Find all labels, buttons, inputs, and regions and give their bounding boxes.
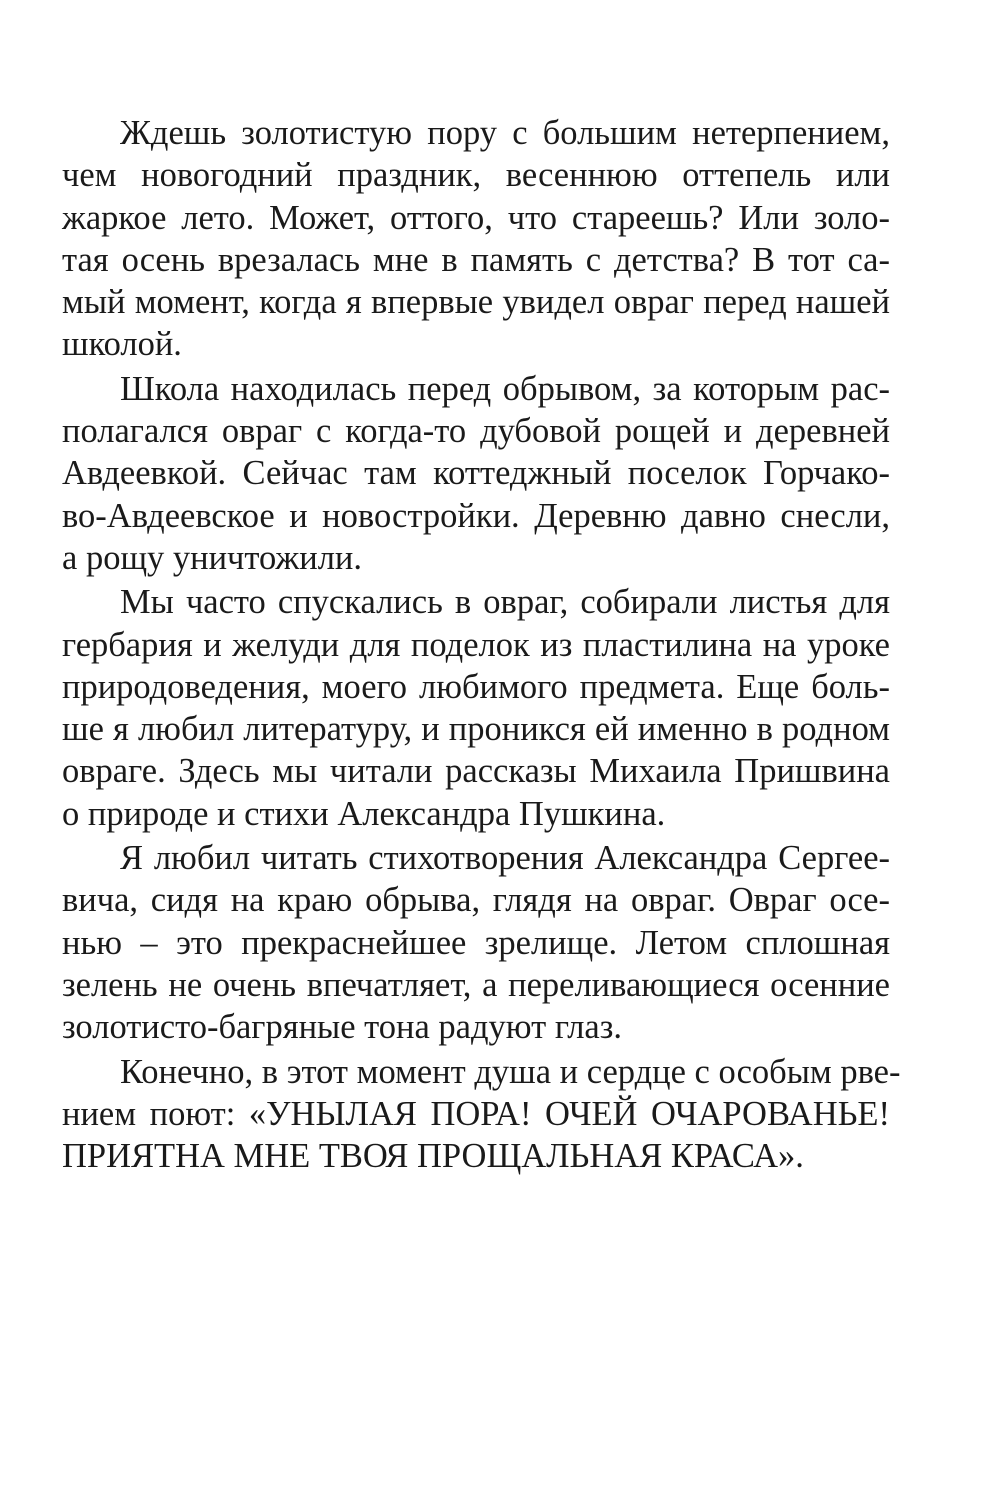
text-line: овраге. Здесь мы читали рассказы Михаила Пришвина <box>62 752 890 791</box>
paragraph <box>62 368 890 579</box>
text-line: школой. <box>62 325 182 364</box>
paragraph <box>62 112 890 366</box>
body-text <box>62 112 901 1177</box>
text-line: Я любил читать стихотворения Александра Сергее- <box>120 839 890 878</box>
text-line: жаркое лето. Может, оттого, что стареешь? Или золо- <box>62 198 890 237</box>
text-line: Конечно, в этот момент душа и сердце с особым рве- <box>120 1052 901 1091</box>
text-line: ПРИЯТНА МНЕ ТВОЯ ПРОЩАЛЬНАЯ КРАСА». <box>62 1137 804 1176</box>
text-line: нием поют: «УНЫЛАЯ ПОРА! ОЧЕЙ ОЧАРОВАНЬЕ! <box>62 1094 890 1133</box>
text-line: Ждешь золотистую пору с большим нетерпением, <box>120 114 890 152</box>
text-line: вича, сидя на краю обрыва, глядя на овраг. Овраг осе- <box>62 881 890 920</box>
text-line: во-Авдеевское и новостройки. Деревню давно снесли, <box>62 496 890 535</box>
text-line: ше я любил литературу, и проникся ей именно в родном <box>62 710 890 749</box>
text-line: полагался овраг с когда-то дубовой рощей и деревней <box>62 412 890 451</box>
text-line: гербария и желуди для поделок из пластилина на уроке <box>62 625 890 664</box>
text-line: а рощу уничтожили. <box>62 538 363 577</box>
text-line: нью – это прекраснейшее зрелище. Летом сплошная <box>62 923 890 962</box>
paragraph <box>62 581 890 835</box>
text-line: золотисто-багряные тона радуют глаз. <box>62 1008 623 1047</box>
paragraph <box>62 1051 901 1178</box>
text-line: мый момент, когда я впервые увидел овраг перед нашей <box>62 283 890 322</box>
text-line: чем новогодний праздник, весеннюю оттепель или <box>62 156 890 195</box>
text-line: Мы часто спускались в овраг, собирали листья для <box>120 583 890 622</box>
text-line: зелень не очень впечатляет, а переливающиеся осенние <box>62 965 890 1004</box>
text-line: Авдеевкой. Сейчас там коттеджный поселок Горчако- <box>62 454 890 493</box>
text-line: о природе и стихи Александра Пушкина. <box>62 794 666 833</box>
paragraph <box>62 837 890 1048</box>
text-line: природоведения, моего любимого предмета. Еще боль- <box>62 667 890 706</box>
text-line: тая осень врезалась мне в память с детства? В тот са- <box>62 240 890 279</box>
text-line: Школа находилась перед обрывом, за которым рас- <box>120 369 890 408</box>
